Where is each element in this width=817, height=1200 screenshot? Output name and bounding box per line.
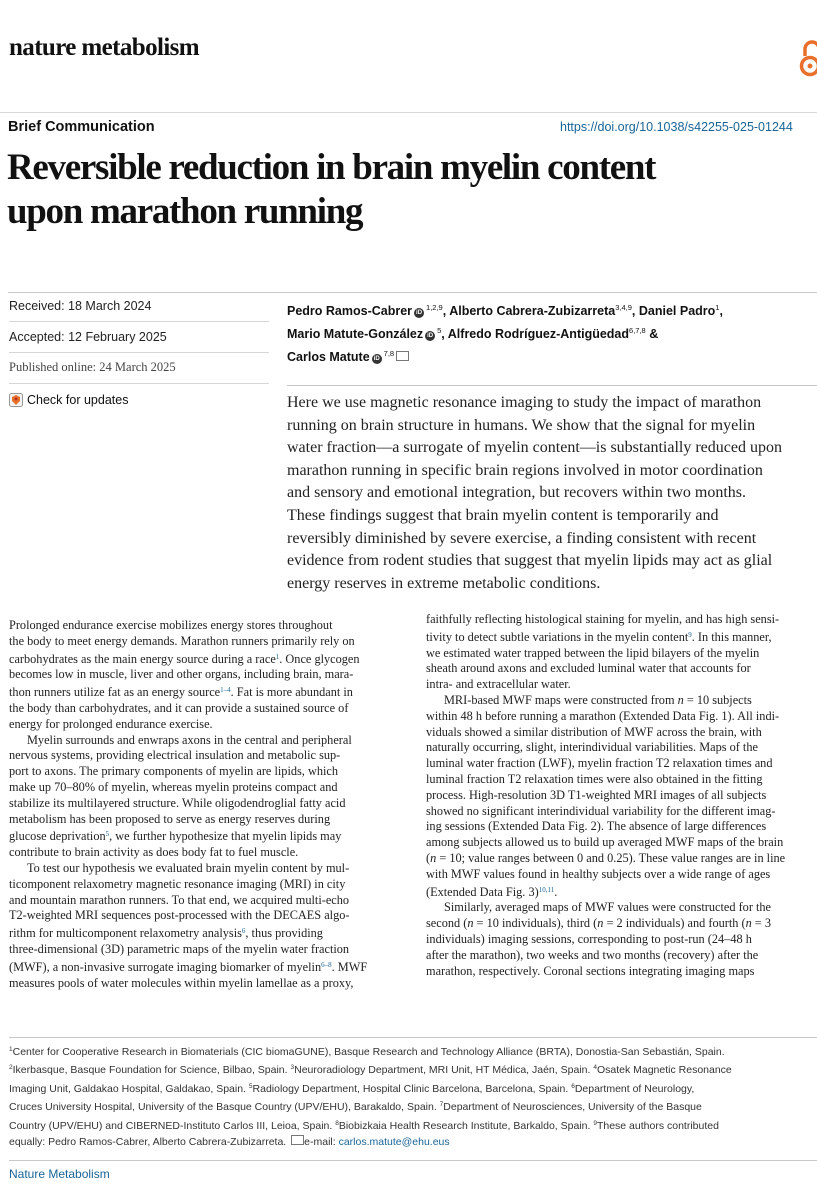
- orcid-icon[interactable]: iD: [416, 310, 423, 316]
- affiliation-line: Country (UPV/EHU) and CIBERNED-Instituto Carlos III, Leioa, Spain. $^8$Biobizkaia Health Research Institute, Barkaldo, Spain. $^9$These authors contributed: [9, 1119, 719, 1132]
- abstract-line: evidence from rodent studies that suggest that myelin lipids may act as glial: [287, 552, 773, 570]
- text-line: MRI-based MWF maps were constructed from n = 10 subjects: [444, 692, 752, 707]
- text-line: nervous systems, providing electrical insulation and metabolic sup-: [9, 748, 341, 763]
- text-line: three-dimensional (3D) parametric maps of the myelin water fraction: [9, 941, 350, 956]
- open-access-icon[interactable]: [796, 38, 817, 78]
- check-for-updates-button[interactable]: [9, 393, 128, 407]
- text-line: we estimated water trapped between the lipid bilayers of the myelin: [426, 645, 760, 660]
- text-line: energy for prolonged endurance exercise.: [9, 716, 213, 731]
- journal-name[interactable]: nature metabolism: [9, 34, 200, 61]
- affiliation-sup: 3,4,9: [615, 303, 632, 312]
- text-line: ticomponent relaxometry magnetic resonance imaging (MRI) in city: [9, 876, 346, 891]
- text-line: stabilize its multilayered structure. While oligodendroglial fatty acid: [9, 795, 346, 810]
- orcid-icon[interactable]: iD: [427, 333, 434, 339]
- text-line: measures pools of water molecules within myelin lamellae as a proxy,: [9, 975, 354, 990]
- text-line: Myelin surrounds and enwraps axons in the central and peripheral: [27, 732, 352, 747]
- author-list: Pedro Ramos-Cabrer iD$^{1,2,9}$, Alberto Cabrera-Zubizarreta$^{3,4,9}$, Daniel Padro$^1$, Mario Matute-González $iD^5$, Alfredo Rodríguez-Antigüedad$^{6,7,8}$ & Carlos Matute iD$^{7,8}$: [287, 303, 723, 364]
- body-column-right: [426, 612, 817, 979]
- title-divider: [8, 292, 817, 293]
- published-date: Published online: 24 March 2025: [9, 360, 176, 374]
- citation-link[interactable]: 9: [688, 630, 692, 639]
- author-name[interactable]: Pedro Ramos-Cabrer: [287, 304, 413, 318]
- text-line: second (n = 10 individuals), third (n = 2 individuals) and fourth (n = 3: [426, 916, 771, 931]
- received-date: Received: 18 March 2024: [9, 299, 152, 313]
- title-line: upon marathon running: [7, 191, 363, 232]
- text-line: (n = 10; value ranges between 0 and 0.25). These value ranges are in line: [426, 850, 786, 865]
- text-line: To test our hypothesis we evaluated brain myelin content by mul-: [27, 860, 350, 875]
- author-name[interactable]: Mario Matute-González: [287, 327, 424, 341]
- text-line: glucose deprivation$^5$, we further hypothesize that myelin lipids may: [9, 829, 342, 844]
- text-line: T2-weighted MRI sequences post-processed with the DECAES algo-: [9, 908, 350, 923]
- text-line: with MWF values found in healthy subjects over a wide range of ages: [426, 866, 771, 881]
- text-line: rithm for multicomponent relaxometry analysis$^6$, thus providing: [9, 926, 323, 941]
- abstract: [287, 392, 817, 595]
- abstract-line: running on brain structure in humans. We show that the signal for myelin: [287, 416, 756, 434]
- email-icon: [291, 1135, 304, 1145]
- text-line: faithfully reflecting histological staining for myelin, and has high sensi-: [426, 612, 780, 626]
- email-link[interactable]: carlos.matute@ehu.eus: [338, 1136, 450, 1149]
- abstract-line: energy reserves in extreme metabolic conditions.: [287, 574, 601, 592]
- text-line: luminal water fraction (LWF), myelin fraction T2 relaxation times and: [426, 756, 773, 771]
- orcid-icon[interactable]: iD: [373, 356, 380, 362]
- affiliation-sup: 6,7,8: [629, 326, 646, 335]
- affiliation-sup: 7,8: [383, 349, 395, 358]
- affiliation-line: Imaging Unit, Galdakao Hospital, Galdakao, Spain. $^5$Radiology Department, Hospital Clinic Barcelona, Barcelona, Spain. $^6$Department of Neurology,: [9, 1082, 695, 1095]
- text-line: the body than carbohydrates, and it can provide a sustained source of: [9, 700, 349, 715]
- affiliation-sup: 1: [715, 303, 720, 312]
- text-line: tivity to detect subtle variations in the myelin content$^9$. In this manner,: [426, 629, 772, 644]
- text-line: thon runners utilize fat as an energy source$^{1-4}$. Fat is more abundant in: [9, 685, 353, 700]
- abstract-line: marathon running in specific brain regions involved in motor coordination: [287, 461, 763, 479]
- article-type: Brief Communication: [8, 119, 155, 135]
- text-line: contribute to brain activity as does body fat to fuel muscle.: [9, 845, 299, 860]
- footer-divider: [9, 1160, 817, 1161]
- title-line: Reversible reduction in brain myelin content: [7, 147, 656, 188]
- text-line: intra- and extracellular water.: [426, 677, 571, 692]
- text-line: showed no significant interindividual variability for the different imag-: [426, 803, 776, 818]
- body-column-left: [9, 618, 409, 991]
- text-line: make up 70–80% of myelin, whereas myelin proteins compact and: [9, 779, 338, 794]
- abstract-divider: [287, 385, 817, 386]
- text-line: individuals) imaging sessions, corresponding to post-run (24–48 h: [426, 931, 752, 946]
- text-line: and mountain marathon runners. To that end, we acquired multi-echo: [9, 892, 350, 907]
- citation-link[interactable]: 5: [105, 830, 110, 839]
- abstract-line: reversibly diminished by severe exercise, a finding consistent with recent: [287, 529, 757, 547]
- text-line: naturally occurring, slight, interindividual variabilities. Maps of the: [426, 740, 758, 755]
- check-updates-icon: [9, 393, 23, 407]
- text-line: viduals showed a similar distribution of MWF across the brain, with: [426, 724, 762, 739]
- citation-link[interactable]: 1–4: [220, 686, 231, 695]
- author-name[interactable]: Alfredo Rodríguez-Antigüedad: [447, 327, 630, 341]
- text-line: luminal fraction T2 relaxation times were also obtained in the fitting: [426, 771, 763, 786]
- citation-link[interactable]: 10,11: [538, 885, 555, 894]
- footer-journal-name[interactable]: Nature Metabolism: [9, 1167, 110, 1181]
- text-line: sheath around axons and excluded luminal water that accounts for: [426, 661, 751, 676]
- citation-link[interactable]: 1: [275, 652, 280, 661]
- text-line: carbohydrates as the main energy source during a race$^1$. Once glycogen: [9, 651, 360, 666]
- text-line: port to axons. The primary components of myelin are lipids, which: [9, 764, 338, 779]
- abstract-line: and sensory and emotional integration, but recovers within two months.: [287, 484, 747, 502]
- text-line: the body to meet energy demands. Marathon runners primarily rely on: [9, 633, 355, 648]
- text-line: (MWF), a non-invasive surrogate imaging biomarker of myelin$^{6-8}$. MWF: [9, 959, 368, 974]
- citation-link[interactable]: 6: [241, 927, 246, 936]
- text-line: becomes low in muscle, liver and other organs, including brain, mara-: [9, 667, 354, 682]
- text-line: metabolism has been proposed to serve as energy reserves during: [9, 811, 331, 826]
- text-line: among subjects allowed us to build up averaged MWF maps of the brain: [426, 835, 784, 850]
- affiliation-sup: 5: [437, 326, 442, 335]
- doi-link[interactable]: https://doi.org/10.1038/s42255-025-01244: [560, 120, 793, 134]
- affiliations-divider: [9, 1037, 817, 1038]
- affiliation-line: $^1$Center for Cooperative Research in Biomaterials (CIC biomaGUNE), Basque Research and Technology Alliance (BRTA), Donostia-San Sebastián, Spain.: [9, 1046, 725, 1058]
- date-divider: [9, 321, 269, 322]
- article-title: [7, 146, 817, 234]
- author-name[interactable]: Daniel Padro: [638, 304, 716, 318]
- citation-link[interactable]: 6–8: [321, 960, 332, 969]
- affiliation-line: Cruces University Hospital, University of the Basque Country (UPV/EHU), Barakaldo, Spain. $^7$Department of Neurosciences, University of the Basque: [9, 1101, 702, 1114]
- text-line: marathon, respectively. Coronal sections integrating imaging maps: [426, 963, 755, 978]
- abstract-line: Here we use magnetic resonance imaging to study the impact of marathon: [287, 394, 762, 411]
- abstract-line: These findings suggest that brain myelin content is temporarily and: [287, 506, 719, 524]
- author-name[interactable]: Carlos Matute: [287, 350, 370, 364]
- text-line: Prolonged endurance exercise mobilizes energy stores throughout: [9, 618, 333, 632]
- header-divider: [0, 112, 817, 113]
- text-line: ing sessions (Extended Data Fig. 2). The absence of large differences: [426, 819, 767, 834]
- affiliation-line: equally: Pedro Ramos-Cabrer, Alberto Cabrera-Zubizarreta. e-mail: carlos.matute@ehu.eus: [9, 1136, 450, 1149]
- abstract-line: water fraction—a surrogate of myelin content—is substantially reduced upon: [287, 439, 782, 457]
- date-divider: [9, 352, 269, 353]
- text-line: (Extended Data Fig. 3)$^{10,11}$.: [426, 884, 558, 899]
- text-line: Similarly, averaged maps of MWF values were constructed for the: [444, 900, 772, 915]
- text-line: after the marathon), two weeks and two months (recovery) after the: [426, 947, 759, 962]
- affiliations: [9, 1042, 817, 1150]
- affiliation-sup: 1,2,9: [426, 303, 443, 312]
- text-line: process. High-resolution 3D T1-weighted MRI images of all subjects: [426, 787, 767, 802]
- date-divider: [9, 383, 269, 384]
- check-updates-label: Check for updates: [27, 393, 129, 407]
- affiliation-line: $^2$Ikerbasque, Basque Foundation for Science, Bilbao, Spain. $^3$Neuroradiology Department, MRI Unit, HT Médica, Jaén, Spain. $^4$Osatek Magnetic Resonance: [9, 1064, 732, 1077]
- text-line: within 48 h before running a marathon (Extended Data Fig. 1). All indi-: [426, 708, 780, 723]
- email-icon[interactable]: [396, 351, 409, 361]
- author-name[interactable]: Alberto Cabrera-Zubizarreta: [449, 304, 616, 318]
- accepted-date: Accepted: 12 February 2025: [9, 330, 167, 344]
